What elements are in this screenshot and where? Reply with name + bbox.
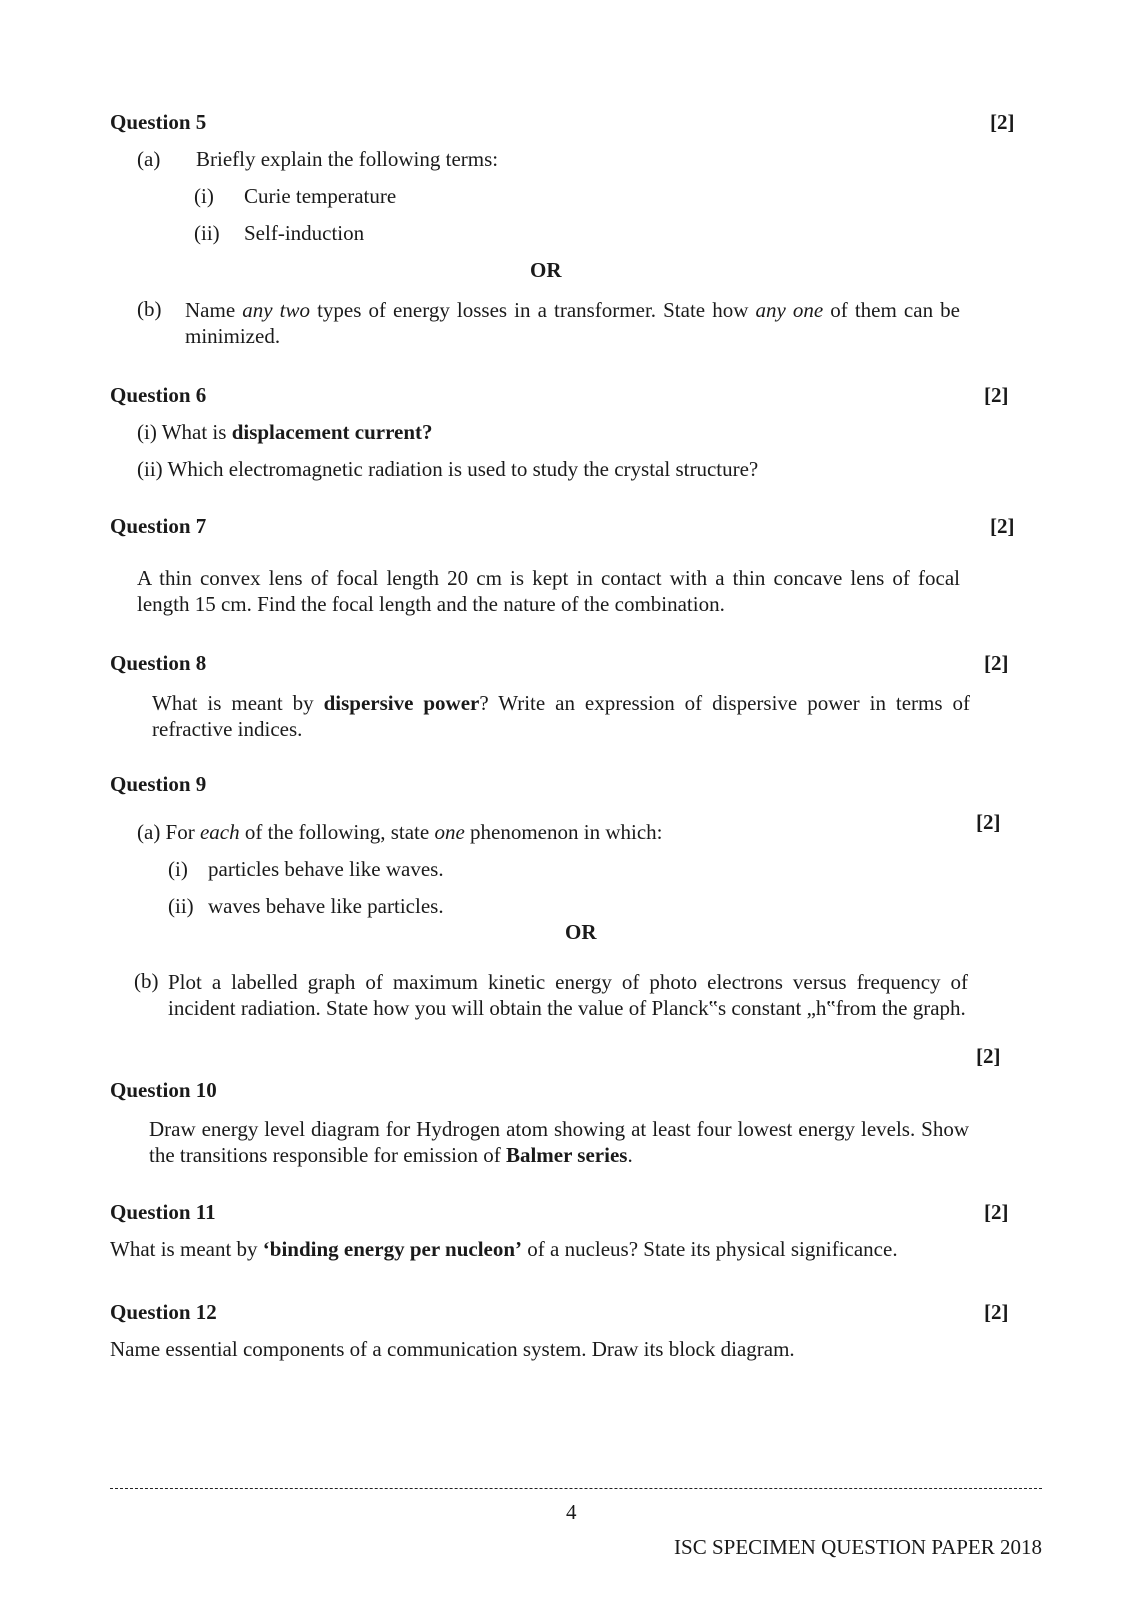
q8-text: What is meant by dispersive power? Write an expression of dispersive power in terms of refractive indices. xyxy=(152,691,970,741)
q9-heading: Question 9 xyxy=(110,772,207,796)
q9-or: OR xyxy=(565,920,597,944)
q5-b-text: Name any two types of energy losses in a transformer. State how any one of them can be minimized. xyxy=(185,298,960,348)
q5-i-text: Curie temperature xyxy=(244,184,397,208)
q8-marks: [2] xyxy=(984,651,1009,675)
q12-text: Name essential components of a communication system. Draw its block diagram. xyxy=(110,1337,795,1361)
q7-heading: Question 7 xyxy=(110,514,207,538)
q9-i-text: particles behave like waves. xyxy=(208,857,444,881)
q9-a-text: (a) For each of the following, state one phenomenon in which: xyxy=(137,820,663,844)
q5-heading: Question 5 xyxy=(110,110,207,134)
q11-text: What is meant by ‘binding energy per nucleon’ of a nucleus? State its physical significance. xyxy=(110,1237,898,1261)
q10-heading: Question 10 xyxy=(110,1078,217,1102)
footer-divider xyxy=(110,1488,1042,1489)
q9-i-label: (i) xyxy=(168,857,188,881)
q6-heading: Question 6 xyxy=(110,383,207,407)
paper-title: ISC SPECIMEN QUESTION PAPER 2018 xyxy=(674,1535,1042,1559)
q6-part-i: (i) What is displacement current? xyxy=(137,420,433,444)
q12-marks: [2] xyxy=(984,1300,1009,1324)
q9-b-label: (b) xyxy=(134,969,159,993)
q8-heading: Question 8 xyxy=(110,651,207,675)
q9-b-text: Plot a labelled graph of maximum kinetic energy of photo electrons versus frequency of incident radiation. State how you will obtain the value of Planck‟s constant „h‟from the graph. xyxy=(168,970,968,1020)
q11-heading: Question 11 xyxy=(110,1200,216,1224)
q5-a-text: Briefly explain the following terms: xyxy=(196,147,499,171)
q7-text: A thin convex lens of focal length 20 cm is kept in contact with a thin concave lens of focal length 15 cm. Find the focal length and the nature of the combination. xyxy=(137,566,960,616)
q5-ii-text: Self-induction xyxy=(244,221,365,245)
q6-marks: [2] xyxy=(984,383,1009,407)
q5-b-label: (b) xyxy=(137,297,162,321)
q5-i-label: (i) xyxy=(194,184,214,208)
q10-text: Draw energy level diagram for Hydrogen atom showing at least four lowest energy levels. Show the transitions responsible for emission of Balmer series. xyxy=(149,1117,969,1167)
q9-ii-text: waves behave like particles. xyxy=(208,894,444,918)
q12-heading: Question 12 xyxy=(110,1300,217,1324)
q9-marks: [2] xyxy=(976,810,1001,834)
q5-or: OR xyxy=(530,258,562,282)
q11-marks: [2] xyxy=(984,1200,1009,1224)
q7-marks: [2] xyxy=(990,514,1015,538)
q6-part-ii: (ii) Which electromagnetic radiation is used to study the crystal structure? xyxy=(137,457,759,481)
q5-ii-label: (ii) xyxy=(194,221,220,245)
q10-marks: [2] xyxy=(976,1044,1001,1068)
page-number: 4 xyxy=(566,1500,577,1524)
q9-ii-label: (ii) xyxy=(168,894,194,918)
q5-a-label: (a) xyxy=(137,147,161,171)
q5-marks: [2] xyxy=(990,110,1015,134)
